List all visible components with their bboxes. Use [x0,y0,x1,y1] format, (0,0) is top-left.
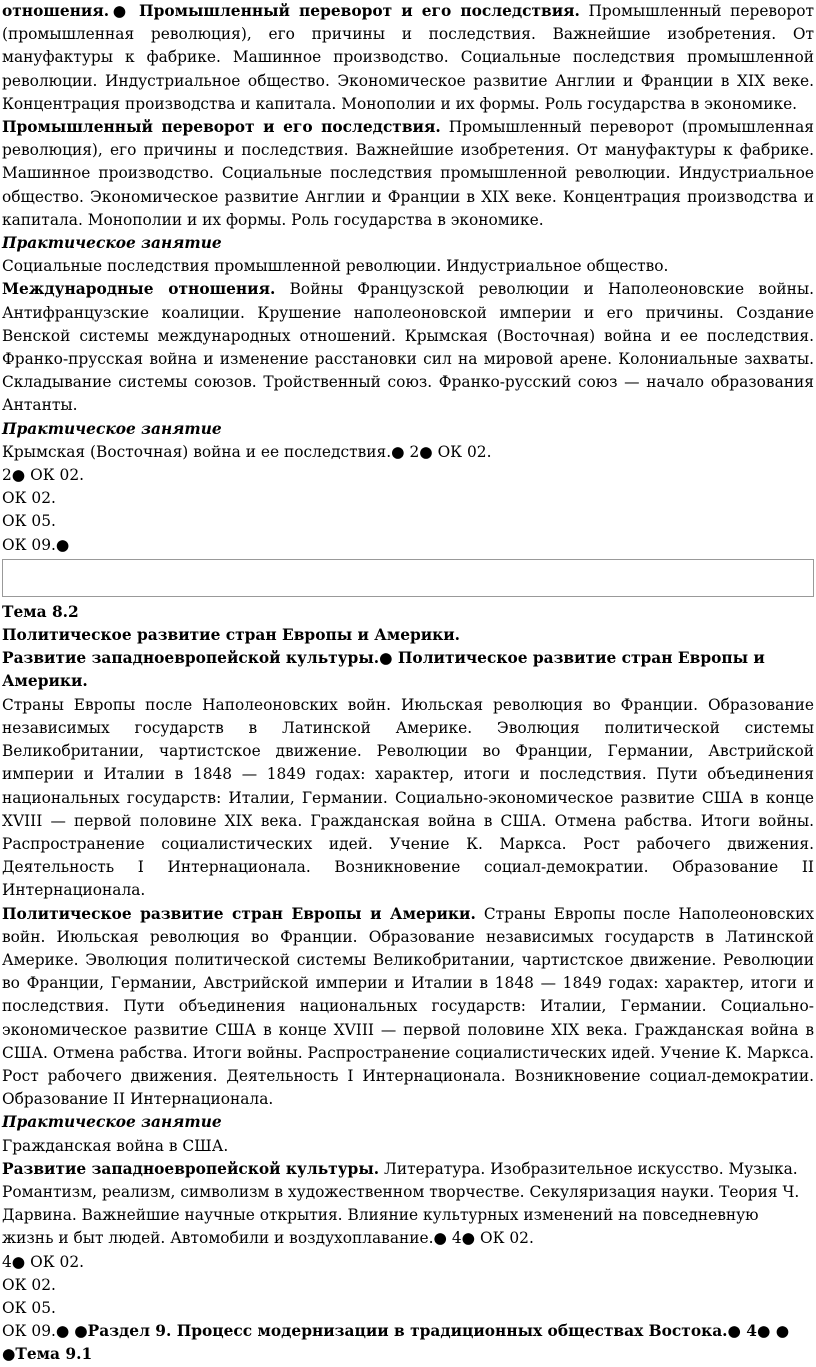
topic-number: Тема 8.2 [2,602,79,621]
paragraph-heading: Промышленный переворот и его последствия. [2,118,441,137]
topic-title: Политическое развитие стран Европы и Америки. [2,626,461,645]
practice-text: Социальные последствия промышленной революции. Индустриальное общество. [2,257,669,276]
paragraph-international-relations [2,278,814,417]
paragraph-text: Литература. Изобразительное искусство. Музыка. Романтизм, реализм, символизм в художественном творчестве. Секуляризация науки. Теория Ч. Дарвина. Важнейшие научные открытия. Влияние культурных изменений на повседневную жизнь и быт людей. Автомобили и воздухоплавание.● 4● ОК 02. [2,1159,800,1248]
paragraph-heading: Международные отношения. [2,280,276,299]
practice-label: Практическое занятие [2,1113,222,1132]
topic-subtitle: Развитие западноевропейской культуры.● Политическое развитие стран Европы и Америки. [2,649,765,691]
competency-code: ОК 02. [2,1275,56,1294]
competency-code: ОК 02. [2,489,56,508]
competency-code: ОК 05. [2,1298,56,1317]
paragraph-industrial-revolution-2 [2,116,814,232]
paragraph-heading: отношения.● Промышленный переворот и его последствия. [2,2,580,20]
paragraph-industrial-revolution-1 [2,0,814,116]
paragraph-political-development-1: Страны Европы после Наполеоновских войн. Июльская революция во Франции. Образование независимых государств в Латинской Америке. Эволюция политической системы Великобритании, чартистское движение. Революции во Франции, Германии, Австрийской империи и Италии в 1848 — 1849 годах: характер, итоги и последствия. Пути объединения национальных государств: Италии, Германии. Социально-экономическое развитие США в конце XVIII — первой половине XIX века. Гражданская война в США. Отмена рабства. Итоги войны. Распространение социалистических идей. Учение К. Маркса. Рост рабочего движения. Деятельность I Интернационала. Возникновение социал-демократии. Образование II Интернационала. [2,695,814,900]
competency-code: ОК 09.● ● [2,1322,88,1341]
competency-code: ОК 05. [2,512,56,531]
section-9-line [2,1320,814,1366]
competency-code: 4● ОК 02. [2,1252,85,1271]
competency-code: 2● ОК 02. [2,466,85,485]
practice-text: Гражданская война в США. [2,1136,229,1155]
empty-table-cell [2,559,814,597]
practice-text: Крымская (Восточная) война и ее последствия.● 2● ОК 02. [2,442,492,461]
paragraph-text: Страны Европы после Наполеоновских войн. Июльская революция во Франции. Образование независимых государств в Латинской Америке. Эволюция политической системы Великобритании, чартистское движение. Революции во Франции, Германии, Австрийской империи и Италии в 1848 — 1849 годах: характер, итоги и последствия. Пути объединения национальных государств: Италии, Германии. Социально-экономическое развитие США в конце XVIII — первой половине XIX века. Гражданская война в США. Отмена рабства. Итоги войны. Распространение социалистических идей. Учение К. Маркса. Рост рабочего движения. Деятельность I Интернационала. Возникновение социал-демократии. Образование II Интернационала. [2,904,815,1109]
paragraph-political-development-2 [2,903,814,1112]
paragraph-text: Промышленный переворот (промышленная революция), его причины и последствия. Важнейшие изобретения. От мануфактуры к фабрике. Машинное производство. Социальные последствия промышленной революции. Индустриальное общество. Экономическое развитие Англии и Франции в XIX веке. Концентрация производства и капитала. Монополии и их формы. Роль государства в экономике. [2,2,814,113]
paragraph-heading: Развитие западноевропейской культуры. [2,1159,380,1178]
paragraph-heading: Политическое развитие стран Европы и Америки. [2,904,476,923]
competency-code: ОК 09.● [2,535,70,554]
paragraph-text: Промышленный переворот (промышленная революция), его причины и последствия. Важнейшие изобретения. От мануфактуры к фабрике. Машинное производство. Социальные последствия промышленной революции. Индустриальное общество. Экономическое развитие Англии и Франции в XIX веке. Концентрация производства и капитала. Монополии и их формы. Роль государства в экономике. [2,118,814,229]
section-heading: Раздел 9. Процесс модернизации в традиционных обществах Востока.● 4● ● ●Тема 9.1 [2,1322,790,1364]
paragraph-western-culture [2,1158,814,1251]
practice-label: Практическое занятие [2,234,222,253]
practice-label: Практическое занятие [2,419,222,438]
paragraph-text: Войны Французской революции и Наполеоновские войны. Антифранцузские коалиции. Крушение наполеоновской империи и его причины. Создание Венской системы международных отношений. Крымская (Восточная) война и ее последствия. Франко-прусская война и изменение расстановки сил на мировой арене. Колониальные захваты. Складывание системы союзов. Тройственный союз. Франко-русский союз — начало образования Антанты. [2,280,814,415]
